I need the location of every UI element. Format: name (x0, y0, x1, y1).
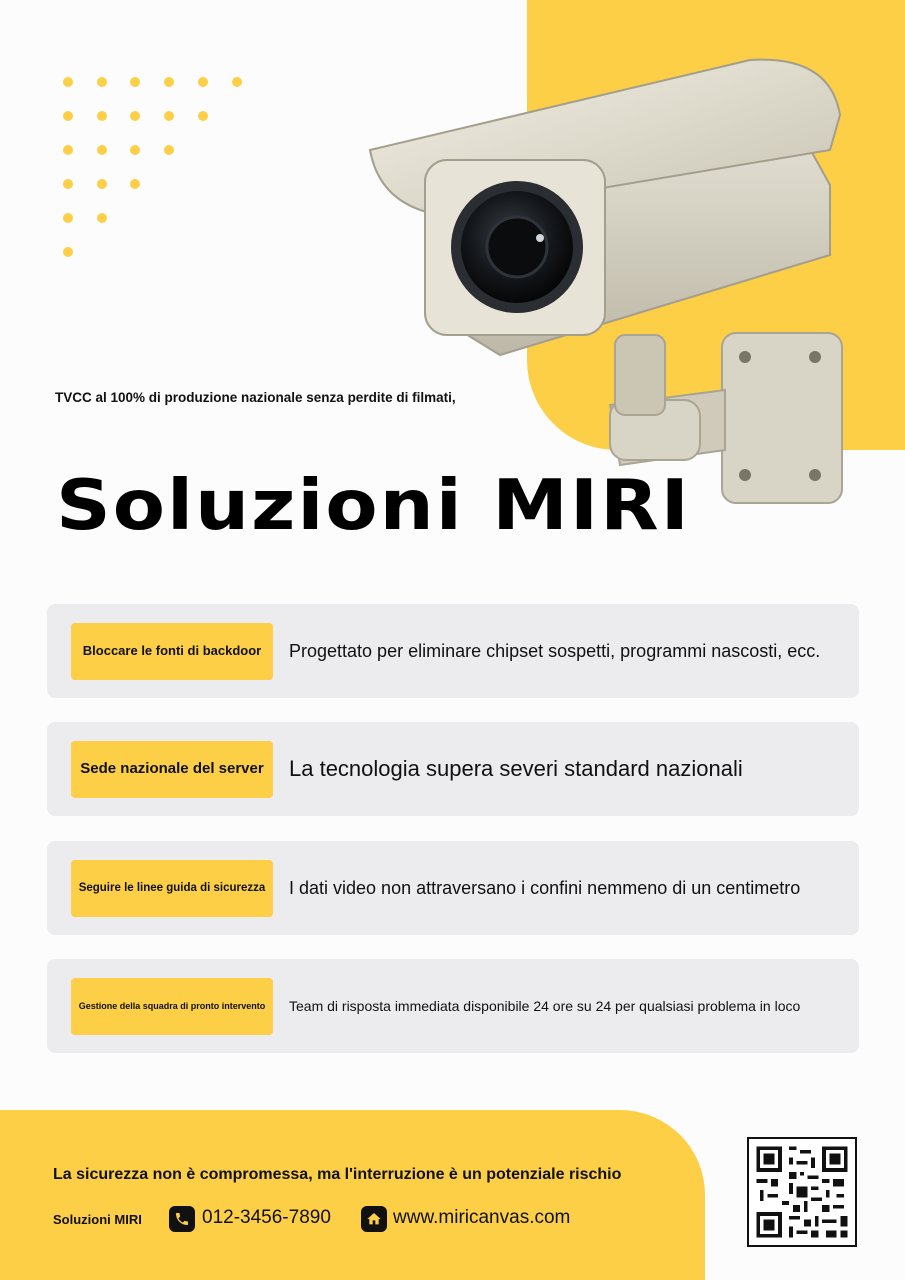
feature-tag: Bloccare le fonti di backdoor (71, 623, 273, 680)
feature-card (47, 959, 859, 1053)
feature-card (47, 604, 859, 698)
feature-card (47, 841, 859, 935)
feature-tag: Seguire le linee guida di sicurezza (71, 860, 273, 917)
feature-description: Progettato per eliminare chipset sospetti, programmi nascosti, ecc. (289, 640, 821, 661)
feature-tag: Gestione della squadra di pronto intervento (71, 978, 273, 1035)
security-camera-image (360, 55, 860, 515)
hero-tagline: TVCC al 100% di produzione nazionale senza perdite di filmati, (55, 390, 456, 405)
qr-code-icon (747, 1137, 857, 1247)
feature-card (47, 722, 859, 816)
footer-slogan: La sicurezza non è compromessa, ma l'interruzione è un potenziale rischio (53, 1166, 622, 1183)
feature-description: La tecnologia supera severi standard nazionali (289, 756, 743, 781)
decorative-dot-grid (58, 72, 258, 272)
feature-description: Team di risposta immediata disponibile 24 ore su 24 per qualsiasi problema in loco (289, 998, 801, 1014)
feature-tag: Sede nazionale del server (71, 741, 273, 798)
phone-number[interactable]: 012-3456-7890 (202, 1207, 331, 1228)
website-link[interactable]: www.miricanvas.com (393, 1207, 571, 1228)
footer-panel (0, 1110, 705, 1280)
feature-description: I dati video non attraversano i confini nemmeno di un centimetro (289, 877, 801, 898)
footer-brand: Soluzioni MIRI (53, 1212, 142, 1227)
page-title: Soluzioni MIRI (56, 463, 691, 546)
phone-icon (169, 1206, 195, 1232)
home-icon (361, 1206, 387, 1232)
